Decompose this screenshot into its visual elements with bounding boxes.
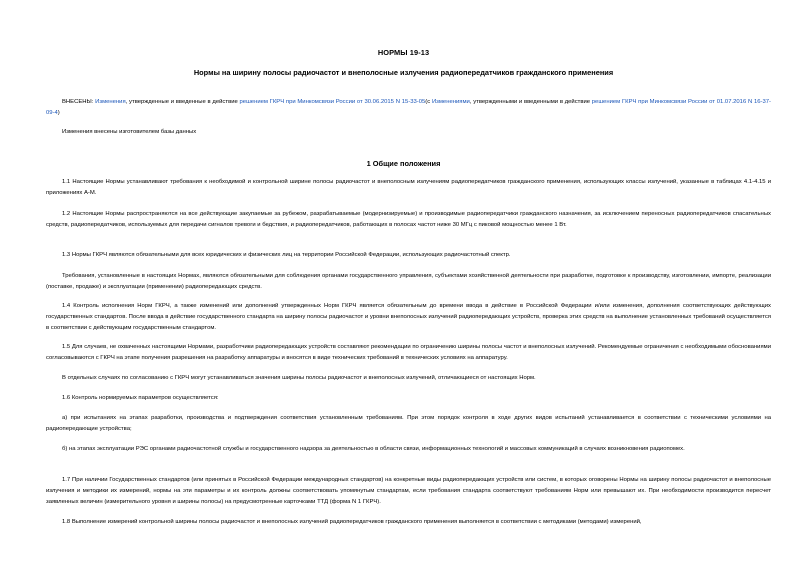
paragraph-1-5: 1.5 Для случаев, не охваченных настоящими Нормами, разработчики радиопередающих устройств составляют рекомендации по ограничению ширины полосы частот и внеполосных излучений. Рекомендуемые ограничения с необходимыми обоснованиями согласовываются с ГКРЧ на этапе получения разрешения на разработку аппаратуры и вносятся в виде технических требований в технических условиях на аппаратуру. — [46, 344, 771, 361]
paragraph-1-7: 1.7 При наличии Государственных стандартов (или принятых в Российской Федерации международных стандартов) на конкретные виды радиопередающих устройств или систем, в которых оговорены Нормы на ширину полосы радиочастот и внеполосные излучения и методики их измерений, нормы на эти параметры и их контроль должны соответствовать упомянутым стандартам, если требования стандарта соответствуют требованиям Норм или превышают их. При необходимости производится пересчет заявленных величин (измерительного уровня и ширины полосы) на предусмотренные карточками ТТД (форма N 1 ГКРЧ). — [46, 477, 771, 505]
amendments-link-decision-2016[interactable]: решением ГКРЧ при Минкомсвязи России от 01.07.2016 N 16-37-09-4 — [46, 99, 771, 116]
paragraph-1-6-b: б) на этапах эксплуатации РЭС органами радиочастотной службы и государственного надзора за деятельностью в области связи, информационных технологий и массовых коммуникаций в случаях возникновения радиопомех. — [62, 446, 685, 452]
amendments-prefix: ВНЕСЕНЫ: — [62, 99, 96, 105]
amendments-link-changes-2016[interactable]: Изменениями — [431, 99, 470, 105]
database-note: Изменения внесены изготовителем базы данных — [62, 129, 197, 135]
paragraph-1-1: 1.1 Настоящие Нормы устанавливают требования к необходимой и контрольной ширине полосы радиочастот и внеполосным излучениям радиопередатчиков гражданского применения, использующих классы излучений, указанные в таблицах 4.1-4.15 и приложениях А-М. — [46, 179, 771, 196]
paragraph-requirements: Требования, установленные в настоящих Нормах, являются обязательными для соблюдения органами государственного управления, субъектами хозяйственной деятельности при разработке, подготовке к производству, изготовлении, импорте, реализации (поставке, продаже) и эксплуатации (применении) радиопередающих средств. — [46, 273, 771, 290]
section-heading: 1 Общие положения — [366, 159, 441, 168]
paragraph-special-cases: В отдельных случаях по согласованию с ГКРЧ могут устанавливаться значения ширины полосы радиочастот и внеполосных излучений, отличающиеся от настоящих Норм. — [62, 375, 536, 381]
paragraph-1-6-a: а) при испытаниях на этапах разработки, производства и подтверждения соответствия установленным требованиям. При этом порядок контроля в ходе других видов испытаний устанавливается в соответствии с техническими условиями на радиопередающие устройства; — [46, 415, 771, 432]
amendments-text: (с — [425, 99, 432, 105]
paragraph-1-6: 1.6 Контроль нормируемых параметров осуществляется: — [62, 395, 219, 401]
amendments-text: ) — [57, 110, 60, 116]
amendments-note — [46, 97, 771, 119]
paragraph-1-2: 1.2 Настоящие Нормы распространяются на все действующие закупаемые за рубежом, разрабатываемые (модернизируемые) и производимые радиопередатчики гражданского назначения, за исключением переносных радиопередатчиков спасательных средств, радиопередатчиков, используемых для передачи сигналов тревоги и бедствия, и радиопередатчиков, работающих в полосах частот ниже 30 МГц с пиковой мощностью менее 1 Вт. — [46, 211, 771, 228]
amendments-link-changes[interactable]: Изменения — [95, 99, 126, 105]
amendments-text: , утвержденными и введенными в действие — [469, 99, 592, 105]
amendments-text: , утвержденные и введенные в действие — [125, 99, 240, 105]
document-subtitle: Нормы на ширину полосы радиочастот и внеполосные излучения радиопередатчиков гражданского применения — [193, 68, 614, 77]
paragraph-1-3: 1.3 Нормы ГКРЧ являются обязательными для всех юридических и физических лиц на территории Российской Федерации, использующих радиочастотный спектр. — [62, 252, 511, 258]
document-title: НОРМЫ 19-13 — [377, 48, 430, 57]
amendments-link-decision-2015[interactable]: решением ГКРЧ при Минкомсвязи России от 30.06.2015 N 15-33-05 — [239, 99, 426, 105]
paragraph-1-4: 1.4 Контроль исполнения Норм ГКРЧ, а также изменений или дополнений утвержденных Норм ГКРЧ является обязательным до времени ввода в действие в Российской Федерации и/или изменения, дополнения соответствующих действующих государственных стандартов. После ввода в действие государственного стандарта на ширину полосы радиочастот и уровни внеполосных излучений радиопередающих устройств, проверка этих средств на выполнение установленных требований осуществляется в соответствии с действующим государственным стандартом. — [46, 303, 771, 331]
paragraph-1-8: 1.8 Выполнение измерений контрольной ширины полосы радиочастот и внеполосных излучений радиопередатчиков гражданского применения выполняется в соответствии с методиками (методами) измерений, — [62, 519, 642, 525]
